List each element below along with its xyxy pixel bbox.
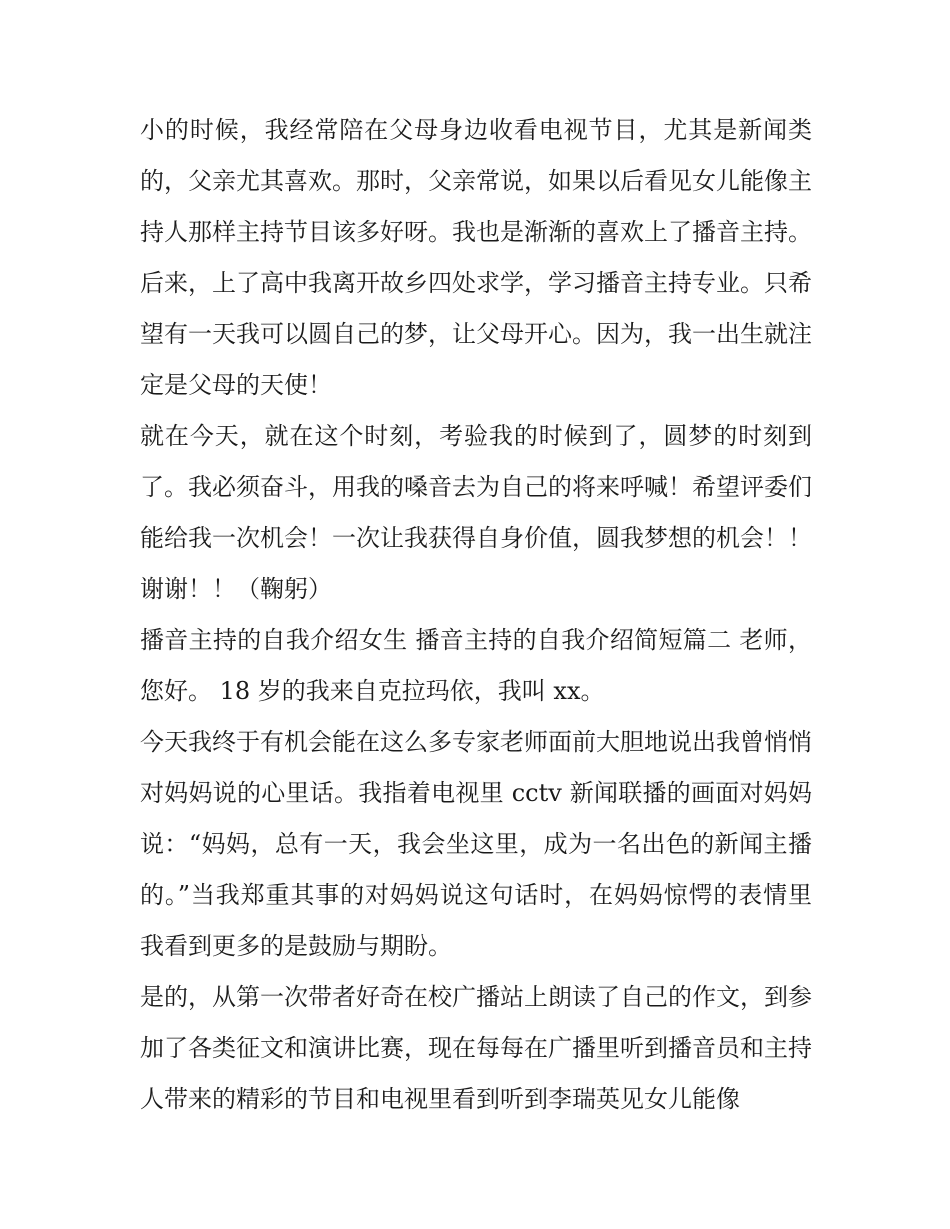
paragraph-heading-intro: 播音主持的自我介绍女生 播音主持的自我介绍简短篇二 老师，您好。 18 岁的我来自克拉玛依，我叫 xx。 (140, 626, 812, 705)
paragraph-today: 就在今天，就在这个时刻，考验我的时候到了，圆梦的时刻到了。我必须奋斗，用我的嗓音去为自己的将来呼喊！希望评委们能给我一次机会！一次让我获得自身价值，圆我梦想的机会！！谢谢！！（鞠躬） (140, 422, 812, 603)
paragraph-broadcast: 是的，从第一次带者好奇在校广播站上朗读了自己的作文，到参加了各类征文和演讲比赛，现在每每在广播里听到播音员和主持人带来的精彩的节目和电视里看到听到李瑞英见女儿能像 (140, 983, 812, 1113)
document-body (140, 105, 812, 1125)
paragraph-childhood: 小的时候，我经常陪在父母身边收看电视节目，尤其是新闻类的，父亲尤其喜欢。那时，父亲常说，如果以后看见女儿能像主持人那样主持节目该多好呀。我也是渐渐的喜欢上了播音主持。后来，上了高中我离开故乡四处求学，学习播音主持专业。只希望有一天我可以圆自己的梦，让父母开心。因为，我一出生就注定是父母的天使！ (140, 116, 812, 399)
paragraph-mother: 今天我终于有机会能在这么多专家老师面前大胆地说出我曾悄悄对妈妈说的心里话。我指着电视里 cctv 新闻联播的画面对妈妈说：“妈妈，总有一天，我会坐这里，成为一名出色的新闻主播的。”当我郑重其事的对妈妈说这句话时，在妈妈惊愕的表情里我看到更多的是鼓励与期盼。 (140, 728, 812, 960)
